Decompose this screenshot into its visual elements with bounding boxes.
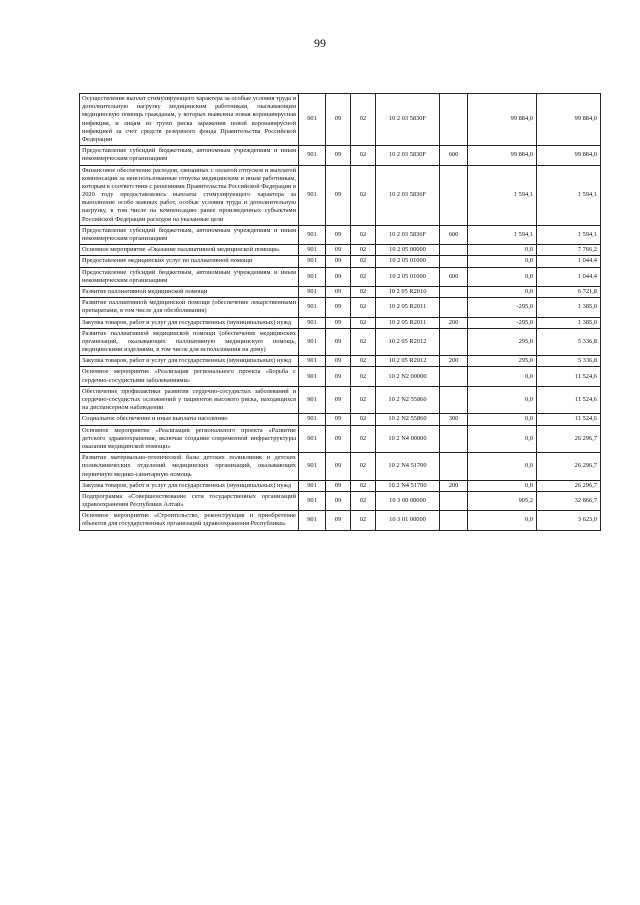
row-target-article-cell: 10 2 N2 55860 — [376, 386, 440, 414]
table-row — [80, 328, 601, 356]
row-target-article-cell: 10 2 05 R2012 — [376, 328, 440, 356]
row-amendment-cell: -295,0 — [468, 317, 537, 328]
row-amendment-cell: 1 594,1 — [468, 165, 537, 225]
row-expense-type-cell: 300 — [440, 414, 468, 425]
row-amendment-cell: 905,2 — [468, 491, 537, 510]
row-total-cell: 32 866,7 — [537, 491, 601, 510]
row-subsection-cell: 02 — [351, 165, 376, 225]
row-target-article-cell: 10 2 05 01000 — [376, 267, 440, 286]
row-expense-type-cell — [440, 367, 468, 386]
row-target-article-cell: 10 3 01 00000 — [376, 511, 440, 530]
row-subsection-cell: 02 — [351, 511, 376, 530]
row-total-cell: 99 884,0 — [537, 94, 601, 146]
row-amendment-cell: 0,0 — [468, 367, 537, 386]
table-row — [80, 425, 601, 453]
row-total-cell: 1 044,4 — [537, 267, 601, 286]
row-amendment-cell: 0,0 — [468, 511, 537, 530]
row-total-cell: 99 884,0 — [537, 146, 601, 165]
row-subsection-cell: 02 — [351, 356, 376, 367]
row-total-cell: 1 385,0 — [537, 298, 601, 317]
row-expense-type-cell: 200 — [440, 356, 468, 367]
row-grbs-cell: 901 — [299, 94, 326, 146]
row-target-article-cell: 10 2 03 5836F — [376, 165, 440, 225]
row-target-article-cell: 10 2 05 R2012 — [376, 356, 440, 367]
row-amendment-cell: 99 884,0 — [468, 94, 537, 146]
table-row — [80, 480, 601, 491]
row-section-cell: 09 — [326, 298, 351, 317]
row-section-cell: 09 — [326, 367, 351, 386]
row-expense-type-cell — [440, 165, 468, 225]
row-name-cell: Закупка товаров, работ и услуг для государственных (муниципальных) нужд — [80, 317, 299, 328]
row-amendment-cell: -295,0 — [468, 298, 537, 317]
row-amendment-cell: 0,0 — [468, 480, 537, 491]
row-section-cell: 09 — [326, 386, 351, 414]
row-grbs-cell: 901 — [299, 286, 326, 297]
row-grbs-cell: 901 — [299, 225, 326, 244]
row-subsection-cell: 02 — [351, 256, 376, 267]
row-subsection-cell: 02 — [351, 425, 376, 453]
row-name-cell: Развитие паллиативной медицинской помощи (обеспечение лекарственными препаратами, в том числе для обезболивания) — [80, 298, 299, 317]
row-section-cell: 09 — [326, 425, 351, 453]
row-name-cell: Предоставление медицинских услуг по паллиативной помощи — [80, 256, 299, 267]
table-row — [80, 146, 601, 165]
budget-table — [79, 93, 601, 531]
row-grbs-cell: 901 — [299, 245, 326, 256]
row-name-cell: Подпрограмма «Совершенствование сети государственных организаций здравоохранения Республики Алтай» — [80, 491, 299, 510]
row-section-cell: 09 — [326, 94, 351, 146]
row-grbs-cell: 901 — [299, 414, 326, 425]
row-subsection-cell: 02 — [351, 245, 376, 256]
row-target-article-cell: 10 2 05 00000 — [376, 245, 440, 256]
row-section-cell: 09 — [326, 453, 351, 481]
table-row — [80, 491, 601, 510]
row-amendment-cell: 1 594,1 — [468, 225, 537, 244]
row-name-cell: Социальное обеспечение и иные выплаты населению — [80, 414, 299, 425]
row-amendment-cell: 0,0 — [468, 256, 537, 267]
row-target-article-cell: 10 2 N2 55860 — [376, 414, 440, 425]
row-section-cell: 09 — [326, 256, 351, 267]
row-section-cell: 09 — [326, 414, 351, 425]
row-amendment-cell: 0,0 — [468, 267, 537, 286]
row-name-cell: Основное мероприятие «Реализация регионального проекта «Развитие детского здравоохранения, включая создание современной инфраструктуры оказания медицинской помощи» — [80, 425, 299, 453]
table-row — [80, 256, 601, 267]
table-row — [80, 511, 601, 530]
row-name-cell: Предоставление субсидий бюджетным, автономным учреждениям и иным некоммерческим организациям — [80, 225, 299, 244]
row-name-cell: Развитие материально-технической базы детских поликлиник и детских поликлинических отделений медицинских организаций, оказывающих первичную медико-санитарную помощь — [80, 453, 299, 481]
row-expense-type-cell — [440, 328, 468, 356]
row-name-cell: Основное мероприятие «Оказание паллиативной медицинской помощи» — [80, 245, 299, 256]
row-section-cell: 09 — [326, 480, 351, 491]
row-total-cell: 11 524,6 — [537, 414, 601, 425]
row-amendment-cell: 0,0 — [468, 286, 537, 297]
row-name-cell: Закупка товаров, работ и услуг для государственных (муниципальных) нужд — [80, 356, 299, 367]
table-row — [80, 414, 601, 425]
row-grbs-cell: 901 — [299, 480, 326, 491]
row-name-cell: Осуществление выплат стимулирующего характера за особые условия труда и дополнительную нагрузку медицинским работникам, оказывающим медицинскую помощь гражданам, у которых выявлена новая коронавирусная инфекция, и лицам из групп риска заражения новой коронавирусной инфекцией за счет средств резервного фонда Правительства Российской Федерации — [80, 94, 299, 146]
row-subsection-cell: 02 — [351, 298, 376, 317]
row-amendment-cell: 0,0 — [468, 414, 537, 425]
row-section-cell: 09 — [326, 245, 351, 256]
row-target-article-cell: 10 2 05 R2010 — [376, 286, 440, 297]
row-section-cell: 09 — [326, 511, 351, 530]
row-total-cell: 6 721,8 — [537, 286, 601, 297]
row-expense-type-cell — [440, 286, 468, 297]
row-subsection-cell: 02 — [351, 386, 376, 414]
row-grbs-cell: 901 — [299, 267, 326, 286]
row-total-cell: 1 044,4 — [537, 256, 601, 267]
row-subsection-cell: 02 — [351, 94, 376, 146]
row-expense-type-cell — [440, 256, 468, 267]
row-total-cell: 3 623,0 — [537, 511, 601, 530]
row-expense-type-cell: 600 — [440, 267, 468, 286]
row-grbs-cell: 901 — [299, 453, 326, 481]
table-row — [80, 386, 601, 414]
row-section-cell: 09 — [326, 317, 351, 328]
row-expense-type-cell — [440, 245, 468, 256]
row-amendment-cell: 99 884,0 — [468, 146, 537, 165]
row-name-cell: Финансовое обеспечение расходов, связанных с оплатой отпусков и выплатой компенсации за неиспользованные отпуска медицинским и иным работникам, которым в соответствии с решениями Правительства Российской Федерации в 2020 году предоставлялись выплаты стимулирующего характера за выполнение особо важных работ, особые условия труда и дополнительную нагрузку, в том числе на компенсацию ранее произведенных субъектами Российской Федерации расходов на указанные цели — [80, 165, 299, 225]
row-amendment-cell: 0,0 — [468, 245, 537, 256]
row-subsection-cell: 02 — [351, 453, 376, 481]
table-row — [80, 225, 601, 244]
row-target-article-cell: 10 2 03 5830F — [376, 94, 440, 146]
row-total-cell: 5 336,8 — [537, 356, 601, 367]
row-section-cell: 09 — [326, 165, 351, 225]
row-target-article-cell: 10 2 05 R2011 — [376, 317, 440, 328]
row-amendment-cell: 0,0 — [468, 453, 537, 481]
table-row — [80, 298, 601, 317]
row-grbs-cell: 901 — [299, 386, 326, 414]
row-grbs-cell: 901 — [299, 491, 326, 510]
row-subsection-cell: 02 — [351, 414, 376, 425]
row-expense-type-cell — [440, 298, 468, 317]
row-total-cell: 1 594,1 — [537, 225, 601, 244]
row-total-cell: 11 524,6 — [537, 367, 601, 386]
row-grbs-cell: 901 — [299, 328, 326, 356]
row-amendment-cell: 0,0 — [468, 386, 537, 414]
table-body — [80, 94, 601, 531]
row-name-cell: Предоставление субсидий бюджетным, автономным учреждениям и иным некоммерческим организациям — [80, 267, 299, 286]
row-name-cell: Закупка товаров, работ и услуг для государственных (муниципальных) нужд — [80, 480, 299, 491]
row-expense-type-cell: 200 — [440, 317, 468, 328]
row-section-cell: 09 — [326, 328, 351, 356]
row-amendment-cell: 0,0 — [468, 425, 537, 453]
row-subsection-cell: 02 — [351, 480, 376, 491]
row-expense-type-cell — [440, 453, 468, 481]
row-total-cell: 1 594,1 — [537, 165, 601, 225]
row-grbs-cell: 901 — [299, 425, 326, 453]
row-target-article-cell: 10 2 05 01000 — [376, 256, 440, 267]
table-row — [80, 317, 601, 328]
row-section-cell: 09 — [326, 286, 351, 297]
row-subsection-cell: 02 — [351, 146, 376, 165]
row-total-cell: 26 296,7 — [537, 453, 601, 481]
row-expense-type-cell — [440, 491, 468, 510]
row-target-article-cell: 10 2 N4 51700 — [376, 453, 440, 481]
row-expense-type-cell: 600 — [440, 146, 468, 165]
row-expense-type-cell: 600 — [440, 225, 468, 244]
table-row — [80, 453, 601, 481]
row-amendment-cell: 295,0 — [468, 356, 537, 367]
row-subsection-cell: 02 — [351, 317, 376, 328]
row-name-cell: Развитие паллиативной медицинской помощи (обеспечение медицинских организаций, оказывающих паллиативную медицинскую помощь, медицинскими изделиями, в том числе для использования на дому) — [80, 328, 299, 356]
row-subsection-cell: 02 — [351, 225, 376, 244]
row-subsection-cell: 02 — [351, 491, 376, 510]
row-section-cell: 09 — [326, 146, 351, 165]
row-section-cell: 09 — [326, 267, 351, 286]
row-grbs-cell: 901 — [299, 298, 326, 317]
row-expense-type-cell: 200 — [440, 480, 468, 491]
row-name-cell: Основное мероприятие «Строительство, реконструкция и приобретение объектов для государственных организаций здравоохранения Республики» — [80, 511, 299, 530]
row-section-cell: 09 — [326, 225, 351, 244]
table-row — [80, 165, 601, 225]
row-target-article-cell: 10 2 N4 00000 — [376, 425, 440, 453]
row-total-cell: 11 524,6 — [537, 386, 601, 414]
row-subsection-cell: 02 — [351, 328, 376, 356]
row-total-cell: 26 296,7 — [537, 425, 601, 453]
row-grbs-cell: 901 — [299, 256, 326, 267]
row-total-cell: 26 296,7 — [537, 480, 601, 491]
row-target-article-cell: 10 3 00 00000 — [376, 491, 440, 510]
row-section-cell: 09 — [326, 491, 351, 510]
row-section-cell: 09 — [326, 356, 351, 367]
row-grbs-cell: 901 — [299, 356, 326, 367]
row-subsection-cell: 02 — [351, 267, 376, 286]
row-target-article-cell: 10 2 N2 00000 — [376, 367, 440, 386]
row-grbs-cell: 901 — [299, 146, 326, 165]
table-row — [80, 94, 601, 146]
table-row — [80, 356, 601, 367]
row-grbs-cell: 901 — [299, 317, 326, 328]
row-grbs-cell: 901 — [299, 511, 326, 530]
row-target-article-cell: 10 2 N4 51700 — [376, 480, 440, 491]
row-expense-type-cell — [440, 94, 468, 146]
row-subsection-cell: 02 — [351, 286, 376, 297]
table-row — [80, 245, 601, 256]
row-grbs-cell: 901 — [299, 165, 326, 225]
row-target-article-cell: 10 2 03 5836F — [376, 225, 440, 244]
row-name-cell: Развитие паллиативной медицинской помощи — [80, 286, 299, 297]
row-total-cell: 5 336,8 — [537, 328, 601, 356]
row-amendment-cell: 295,0 — [468, 328, 537, 356]
row-target-article-cell: 10 2 05 R2011 — [376, 298, 440, 317]
row-name-cell: Обеспечение профилактики развития сердечно-сосудистых заболеваний и сердечно-сосудистых осложнений у пациентов высокого риска, находящихся на диспансерном наблюдении — [80, 386, 299, 414]
row-expense-type-cell — [440, 386, 468, 414]
table-row — [80, 267, 601, 286]
row-subsection-cell: 02 — [351, 367, 376, 386]
row-name-cell: Основное мероприятие «Реализация регионального проекта «Борьба с сердечно-сосудистыми заболеваниями» — [80, 367, 299, 386]
table-row — [80, 367, 601, 386]
row-expense-type-cell — [440, 425, 468, 453]
row-target-article-cell: 10 2 03 5830F — [376, 146, 440, 165]
page-number: 99 — [314, 36, 326, 50]
row-total-cell: 1 385,0 — [537, 317, 601, 328]
row-expense-type-cell — [440, 511, 468, 530]
row-total-cell: 7 766,2 — [537, 245, 601, 256]
row-name-cell: Предоставление субсидий бюджетным, автономным учреждениям и иным некоммерческим организациям — [80, 146, 299, 165]
row-grbs-cell: 901 — [299, 367, 326, 386]
table-row — [80, 286, 601, 297]
